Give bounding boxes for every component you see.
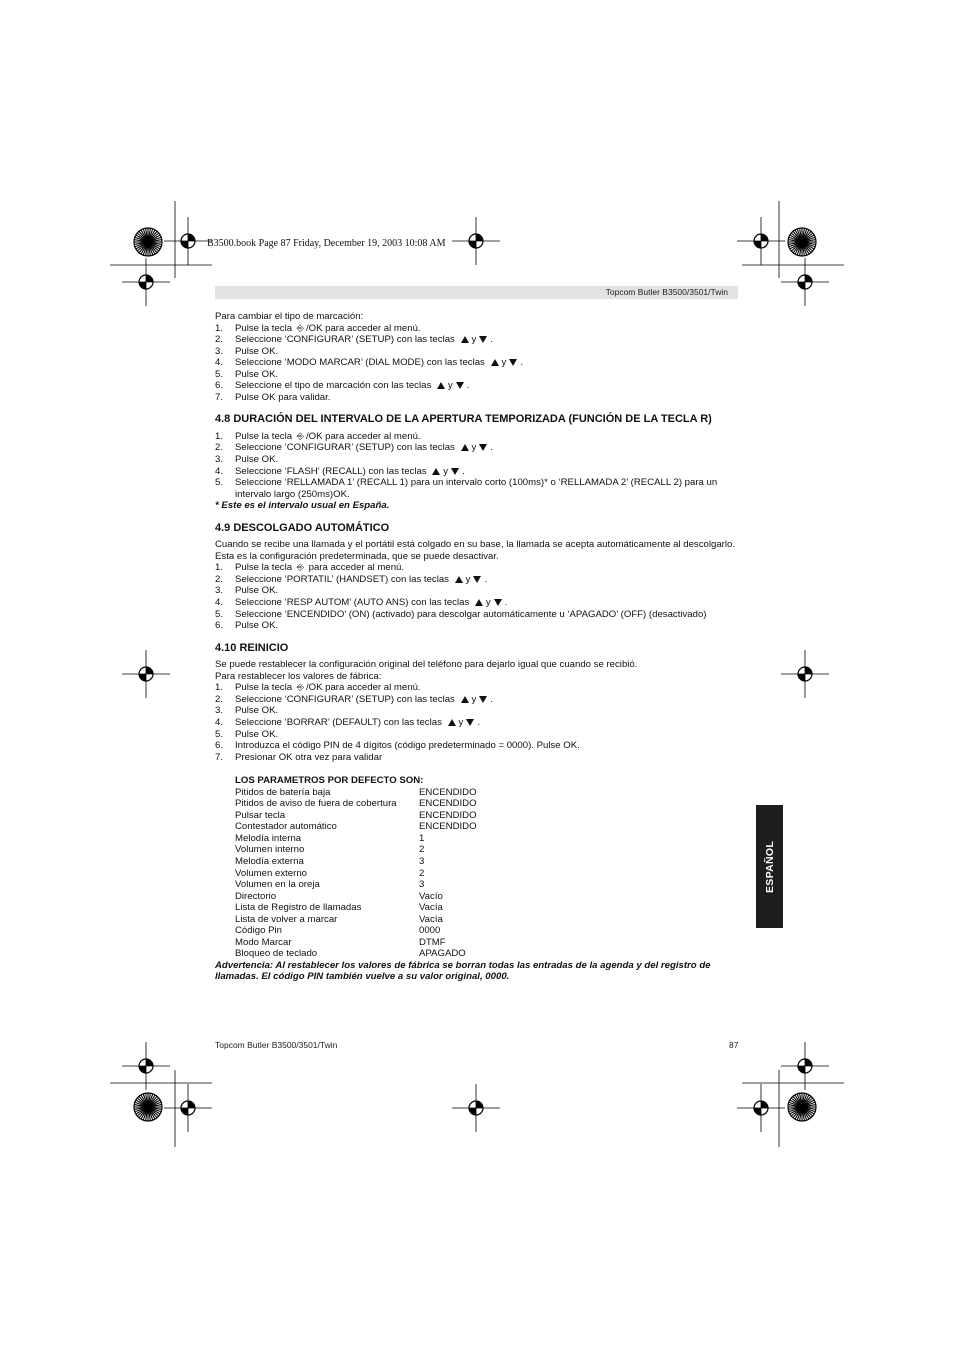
- step-text: .: [490, 693, 493, 705]
- step-text: Seleccione ‘CONFIGURAR’ (SETUP) con las teclas: [235, 334, 458, 346]
- section-4-9-paragraph: Cuando se recibe una llamada y el portátil está colgado en su base, la llamada se acepta automáticamente al descolgarlo. Esta es la configuración predeterminada, que se puede desactivar.: [215, 539, 735, 562]
- table-row: [235, 879, 477, 891]
- section-4-9-steps: [215, 562, 745, 631]
- up-arrow-icon: [455, 576, 463, 583]
- parameter-name: Lista de Registro de llamadas: [235, 902, 362, 914]
- section-4-8-note: * Este es el intervalo usual en España.: [215, 500, 390, 512]
- language-tab: [756, 805, 783, 928]
- parameter-name: Melodía externa: [235, 855, 304, 867]
- up-arrow-icon: [461, 696, 469, 703]
- parameter-name: Melodía interna: [235, 832, 302, 844]
- language-tab-label: ESPAÑOL: [763, 840, 776, 893]
- list-item: [215, 346, 745, 358]
- step-text: Seleccione ‘RESP AUTOM’ (AUTO ANS) con las teclas: [235, 597, 472, 609]
- step-number: 1.: [215, 430, 224, 442]
- step-text: y: [465, 573, 471, 585]
- step-text: Seleccione ‘FLASH’ (RECALL) con las teclas: [235, 465, 430, 477]
- step-number: 5.: [215, 477, 224, 489]
- list-item: [215, 682, 745, 694]
- down-arrow-icon: [479, 444, 487, 451]
- list-item: [215, 585, 745, 597]
- parameter-value: 3: [419, 855, 425, 867]
- registration-mark-icon: [452, 1084, 500, 1132]
- step-text: Pulse OK.: [235, 585, 279, 597]
- defaults-title: LOS PARAMETROS POR DEFECTO SON:: [235, 775, 424, 787]
- table-row: [235, 914, 477, 926]
- parameter-value: ENCENDIDO: [419, 821, 477, 833]
- starburst-mark-icon: [134, 228, 162, 256]
- step-text: Pulse OK.: [235, 368, 279, 380]
- section-4-9-heading: 4.9 DESCOLGADO AUTOMÁTICO: [215, 521, 390, 534]
- parameter-name: Bloqueo de teclado: [235, 948, 318, 960]
- up-arrow-icon: [461, 336, 469, 343]
- up-arrow-icon: [448, 719, 456, 726]
- parameter-value: ENCENDIDO: [419, 798, 477, 810]
- parameter-value: 3: [419, 879, 425, 891]
- step-number: 1.: [215, 562, 224, 574]
- parameter-name: Pitidos de batería baja: [235, 786, 331, 798]
- step-text: Pulse la tecla: [235, 430, 295, 442]
- list-item: [215, 562, 745, 574]
- step-text: y: [471, 334, 477, 346]
- step-text: Presionar OK otra vez para validar: [235, 751, 383, 763]
- table-row: [235, 810, 477, 822]
- step-text: Seleccione ‘RELLAMADA 1’ (RECALL 1) para un intervalo corto (100ms)* o ‘RELLAMADA 2’ (RECALL 2) para un intervalo largo (250ms)OK.: [235, 477, 718, 500]
- step-text: .: [466, 380, 470, 392]
- parameter-name: Volumen interno: [235, 844, 305, 856]
- list-item: [215, 717, 745, 729]
- list-item: [215, 740, 745, 752]
- page-content: [215, 311, 745, 983]
- list-item: [215, 620, 745, 632]
- parameter-value: 2: [419, 844, 425, 856]
- page-number: 87: [729, 1040, 739, 1050]
- step-text: .: [490, 442, 493, 454]
- step-text: Pulse la tecla: [235, 682, 295, 694]
- parameter-value: 1: [419, 832, 425, 844]
- step-number: 2.: [215, 693, 224, 705]
- step-text: Seleccione ‘ENCENDIDO’ (ON) (activado) para descolgar automáticamente u ‘APAGADO’ (OFF) (desactivado): [235, 608, 707, 620]
- registration-mark-icon: [737, 217, 785, 265]
- step-number: 3.: [215, 454, 224, 466]
- parameter-value: 0000: [419, 925, 441, 937]
- step-text: /OK para acceder al menú.: [305, 430, 421, 442]
- step-number: 6.: [215, 380, 224, 392]
- step-text: para acceder al menú.: [305, 562, 405, 574]
- down-arrow-icon: [494, 599, 502, 606]
- intro-steps: [215, 323, 745, 404]
- parameter-value: Vacío: [419, 890, 443, 902]
- step-text: Seleccione ‘PORTATIL’ (HANDSET) con las teclas: [235, 573, 452, 585]
- section-4-10-paragraph: Se puede restablecer la configuración original del teléfono para dejarlo igual que cuando se recibió.: [215, 659, 638, 671]
- step-text: /OK para acceder al menú.: [305, 682, 421, 694]
- step-text: Seleccione el tipo de marcación con las teclas: [235, 380, 434, 392]
- step-number: 2.: [215, 334, 224, 346]
- step-text: y: [447, 380, 453, 392]
- list-item: [215, 597, 745, 609]
- down-arrow-icon: [473, 576, 481, 583]
- parameter-value: ENCENDIDO: [419, 786, 477, 798]
- step-text: Pulse OK.: [235, 728, 279, 740]
- table-row: [235, 798, 477, 810]
- list-item: [215, 609, 745, 621]
- step-text: y: [471, 693, 477, 705]
- step-text: .: [520, 357, 523, 369]
- step-number: 4.: [215, 597, 224, 609]
- section-4-10-paragraph-2: Para restablecer los valores de fábrica:: [215, 670, 382, 682]
- table-row: [235, 948, 477, 960]
- up-arrow-icon: [437, 382, 445, 389]
- step-number: 5.: [215, 368, 224, 380]
- step-text: Seleccione ‘MODO MARCAR’ (DIAL MODE) con las teclas: [235, 357, 488, 369]
- parameter-name: Modo Marcar: [235, 936, 292, 948]
- down-arrow-icon: [479, 696, 487, 703]
- step-text: y: [485, 597, 491, 609]
- intro-title: Para cambiar el tipo de marcación:: [215, 311, 364, 322]
- list-item: [215, 694, 745, 706]
- list-item: [215, 442, 745, 454]
- parameter-value: APAGADO: [419, 948, 466, 960]
- step-number: 5.: [215, 728, 224, 740]
- step-number: 4.: [215, 465, 224, 477]
- list-item: [215, 369, 745, 381]
- step-number: 3.: [215, 345, 224, 357]
- step-number: 2.: [215, 442, 224, 454]
- down-arrow-icon: [451, 468, 459, 475]
- step-text: Introduzca el código PIN de 4 dígitos (código predeterminado = 0000). Pulse OK.: [235, 740, 580, 752]
- step-text: Pulse OK.: [235, 454, 279, 466]
- step-number: 4.: [215, 716, 224, 728]
- starburst-mark-icon: [788, 228, 816, 256]
- table-row: [235, 821, 477, 833]
- step-text: .: [484, 573, 488, 585]
- list-item: [215, 380, 745, 392]
- step-text: Seleccione ‘CONFIGURAR’ (SETUP) con las teclas: [235, 442, 458, 454]
- step-number: 2.: [215, 573, 224, 585]
- starburst-mark-icon: [134, 1093, 162, 1121]
- list-item: [215, 454, 745, 466]
- table-row: [235, 844, 477, 856]
- parameter-name: Volumen en la oreja: [235, 879, 320, 891]
- parameter-name: Contestador automático: [235, 821, 337, 833]
- defaults-block: [235, 775, 745, 960]
- table-row: [235, 787, 477, 799]
- section-4-8-heading: 4.8 DURACIÓN DEL INTERVALO DE LA APERTURA TEMPORIZADA (FUNCIÓN DE LA TECLA R): [215, 413, 712, 426]
- step-text: y: [501, 357, 507, 369]
- print-header: B3500.book Page 87 Friday, December 19, 2003 10:08 AM: [207, 238, 446, 249]
- step-number: 6.: [215, 740, 224, 752]
- parameter-name: Código Pin: [235, 925, 282, 937]
- step-number: 1.: [215, 322, 224, 334]
- running-header: [215, 286, 738, 299]
- parameter-name: Lista de volver a marcar: [235, 913, 338, 925]
- table-row: [235, 891, 477, 903]
- step-text: Pulse la tecla: [235, 562, 295, 574]
- step-number: 3.: [215, 585, 224, 597]
- registration-mark-icon: [781, 650, 829, 698]
- menu-ok-key-icon: ⎆: [296, 322, 304, 333]
- down-arrow-icon: [479, 336, 487, 343]
- step-text: Pulse OK.: [235, 345, 279, 357]
- up-arrow-icon: [491, 359, 499, 366]
- list-item: [215, 705, 745, 717]
- parameter-value: Vacía: [419, 902, 443, 914]
- section-4-8-steps: [215, 431, 745, 500]
- step-text: /OK para acceder al menú.: [305, 322, 421, 334]
- down-arrow-icon: [466, 719, 474, 726]
- registration-mark-icon: [164, 217, 212, 265]
- step-number: 4.: [215, 357, 224, 369]
- down-arrow-icon: [456, 382, 464, 389]
- step-text: y: [458, 716, 464, 728]
- step-number: 1.: [215, 682, 224, 694]
- step-number: 7.: [215, 751, 224, 763]
- list-item: [215, 574, 745, 586]
- step-text: .: [490, 334, 493, 346]
- table-row: [235, 902, 477, 914]
- step-text: Pulse OK para validar.: [235, 391, 331, 403]
- step-text: Pulse OK.: [235, 705, 279, 717]
- starburst-mark-icon: [788, 1093, 816, 1121]
- list-item: [215, 323, 745, 335]
- registration-mark-icon: [737, 1084, 785, 1132]
- parameter-name: Volumen externo: [235, 867, 307, 879]
- parameter-name: Directorio: [235, 890, 277, 902]
- section-4-10-heading: 4.10 REINICIO: [215, 641, 289, 654]
- list-item: [215, 357, 745, 369]
- up-arrow-icon: [475, 599, 483, 606]
- parameter-value: 2: [419, 867, 425, 879]
- up-arrow-icon: [461, 444, 469, 451]
- table-row: [235, 925, 477, 937]
- footer-title: Topcom Butler B3500/3501/Twin: [215, 1040, 338, 1050]
- warning-text: Advertencia: Al restablecer los valores de fábrica se borran todas las entradas de la agenda y del registro de llamadas. El código PIN también vuelve a su valor original, 0000.: [215, 959, 711, 983]
- step-text: Pulse la tecla: [235, 322, 295, 334]
- step-number: 5.: [215, 608, 224, 620]
- step-text: Seleccione ‘CONFIGURAR’ (SETUP) con las teclas: [235, 693, 458, 705]
- section-4-10-steps: [215, 682, 745, 763]
- menu-ok-key-icon: ⎆: [296, 562, 304, 573]
- parameter-name: Pulsar tecla: [235, 809, 286, 821]
- step-number: 3.: [215, 705, 224, 717]
- step-number: 7.: [215, 391, 224, 403]
- registration-mark-icon: [164, 1084, 212, 1132]
- parameter-value: ENCENDIDO: [419, 809, 477, 821]
- parameter-name: Pitidos de aviso de fuera de cobertura: [235, 798, 397, 810]
- menu-ok-key-icon: ⎆: [296, 430, 304, 441]
- registration-mark-icon: [452, 217, 500, 265]
- step-text: .: [462, 465, 465, 477]
- step-text: .: [504, 597, 508, 609]
- table-row: [235, 868, 477, 880]
- list-item: [215, 466, 745, 478]
- list-item: [215, 334, 745, 346]
- step-text: .: [477, 716, 480, 728]
- running-header-text: Topcom Butler B3500/3501/Twin: [605, 287, 728, 297]
- defaults-table: [235, 787, 477, 960]
- parameter-value: DTMF: [419, 936, 446, 948]
- step-text: Pulse OK.: [235, 620, 279, 632]
- step-text: y: [471, 442, 477, 454]
- up-arrow-icon: [432, 468, 440, 475]
- step-number: 6.: [215, 620, 224, 632]
- table-row: [235, 833, 477, 845]
- step-text: Seleccione ‘BORRAR’ (DEFAULT) con las teclas: [235, 716, 445, 728]
- list-item: [215, 729, 745, 741]
- step-text: y: [443, 465, 449, 477]
- table-row: [235, 856, 477, 868]
- list-item: [215, 477, 745, 500]
- parameter-value: Vacía: [419, 913, 443, 925]
- list-item: [215, 392, 745, 404]
- list-item: [215, 752, 745, 764]
- table-row: [235, 937, 477, 949]
- registration-mark-icon: [122, 650, 170, 698]
- menu-ok-key-icon: ⎆: [296, 682, 304, 693]
- down-arrow-icon: [509, 359, 517, 366]
- list-item: [215, 431, 745, 443]
